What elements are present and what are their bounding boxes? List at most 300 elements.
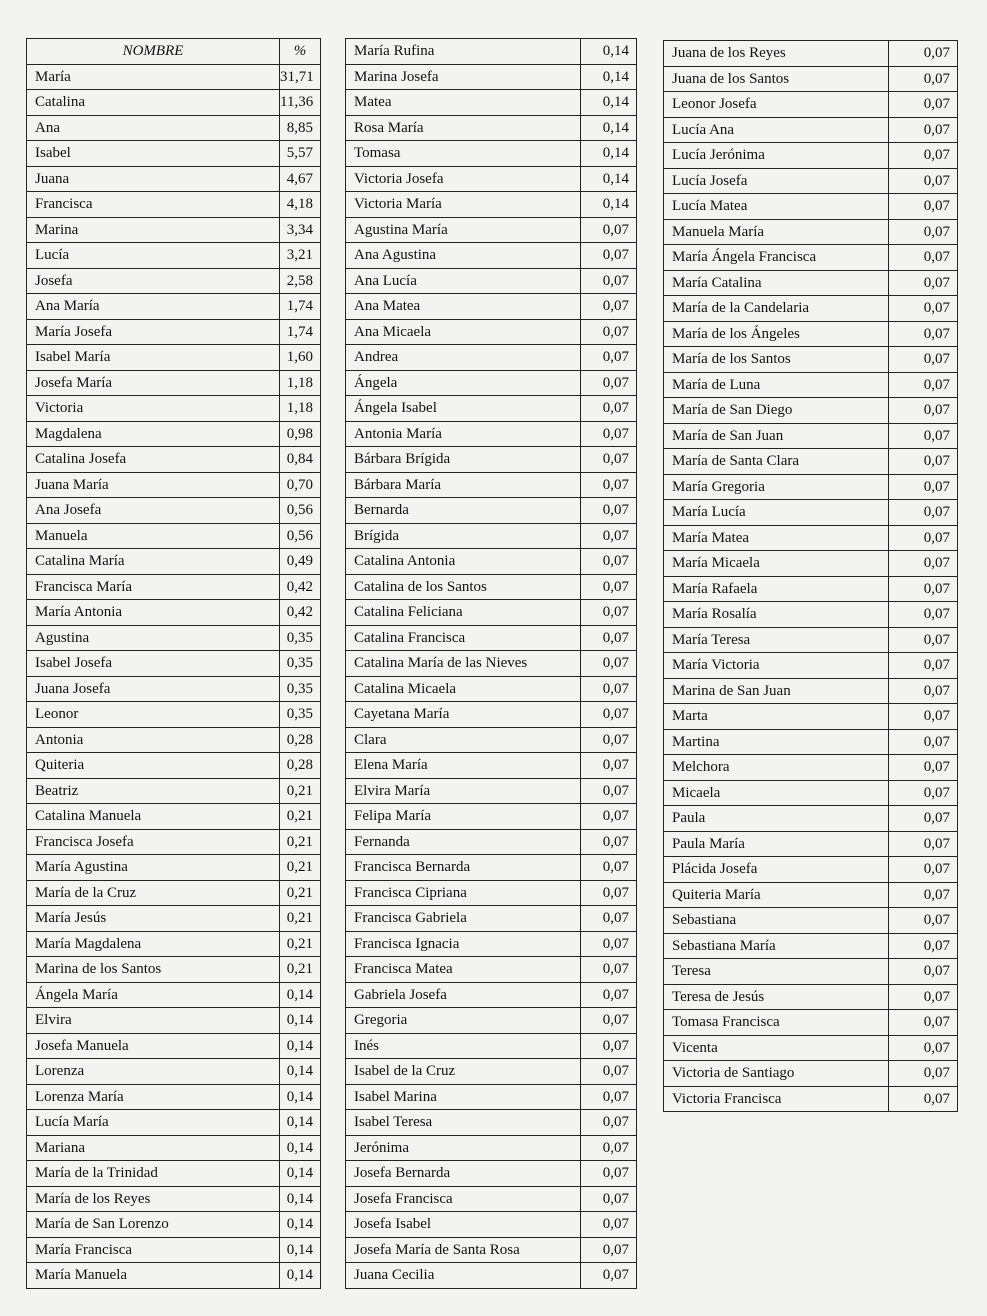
percent-cell: 0,07 bbox=[889, 678, 958, 704]
name-cell: María Micaela bbox=[664, 551, 889, 577]
table-row bbox=[27, 906, 321, 932]
table-row bbox=[664, 806, 958, 832]
percent-cell: 0,07 bbox=[889, 245, 958, 271]
table-row bbox=[27, 370, 321, 396]
percent-cell: 0,21 bbox=[280, 855, 321, 881]
name-cell: Ana Agustina bbox=[346, 243, 581, 269]
name-cell: Sebastiana bbox=[664, 908, 889, 934]
table-row bbox=[27, 396, 321, 422]
percent-cell: 0,07 bbox=[581, 217, 637, 243]
percent-cell: 0,14 bbox=[581, 192, 637, 218]
name-cell: María Teresa bbox=[664, 627, 889, 653]
name-cell: Brígida bbox=[346, 523, 581, 549]
table-row bbox=[346, 931, 637, 957]
percent-cell: 0,07 bbox=[889, 806, 958, 832]
percent-cell: 0,14 bbox=[581, 166, 637, 192]
percent-cell: 0,42 bbox=[280, 600, 321, 626]
percent-cell: 0,14 bbox=[280, 1186, 321, 1212]
name-cell: Marta bbox=[664, 704, 889, 730]
name-cell: Bárbara Brígida bbox=[346, 447, 581, 473]
table-row bbox=[664, 41, 958, 67]
table-row bbox=[27, 243, 321, 269]
percent-cell: 0,14 bbox=[280, 1237, 321, 1263]
table-row bbox=[664, 755, 958, 781]
name-cell: María Manuela bbox=[27, 1263, 280, 1289]
name-cell: Ángela bbox=[346, 370, 581, 396]
name-cell: Rosa María bbox=[346, 115, 581, 141]
table-row bbox=[27, 90, 321, 116]
table-row bbox=[27, 1237, 321, 1263]
table-row bbox=[27, 498, 321, 524]
name-cell: Francisca bbox=[27, 192, 280, 218]
percent-cell: 0,07 bbox=[581, 702, 637, 728]
table-row bbox=[664, 1035, 958, 1061]
name-cell: María Magdalena bbox=[27, 931, 280, 957]
name-cell: María Agustina bbox=[27, 855, 280, 881]
name-cell: Josefa bbox=[27, 268, 280, 294]
name-cell: Plácida Josefa bbox=[664, 857, 889, 883]
table-row bbox=[346, 804, 637, 830]
name-cell: María de San Diego bbox=[664, 398, 889, 424]
percent-cell: 0,07 bbox=[889, 117, 958, 143]
name-cell: Leonor bbox=[27, 702, 280, 728]
name-cell: María Antonia bbox=[27, 600, 280, 626]
percent-cell: 0,35 bbox=[280, 625, 321, 651]
table-row bbox=[664, 449, 958, 475]
name-cell: Juana Josefa bbox=[27, 676, 280, 702]
table-row bbox=[346, 906, 637, 932]
table-row bbox=[27, 1135, 321, 1161]
percent-cell: 0,14 bbox=[280, 1135, 321, 1161]
name-cell: María Lucía bbox=[664, 500, 889, 526]
table-row bbox=[664, 398, 958, 424]
table-row bbox=[27, 1059, 321, 1085]
name-cell: Paula María bbox=[664, 831, 889, 857]
name-cell: Beatriz bbox=[27, 778, 280, 804]
name-cell: Lorenza bbox=[27, 1059, 280, 1085]
table-row bbox=[664, 704, 958, 730]
table-row bbox=[27, 1186, 321, 1212]
percent-cell: 0,07 bbox=[581, 319, 637, 345]
percent-cell: 0,14 bbox=[280, 1033, 321, 1059]
percent-cell: 0,14 bbox=[280, 1059, 321, 1085]
percent-cell: 0,07 bbox=[581, 523, 637, 549]
name-cell: Marina Josefa bbox=[346, 64, 581, 90]
name-cell: María Matea bbox=[664, 525, 889, 551]
table-row bbox=[27, 727, 321, 753]
name-cell: Marina de los Santos bbox=[27, 957, 280, 983]
table-row bbox=[27, 753, 321, 779]
name-cell: Lucía María bbox=[27, 1110, 280, 1136]
table-row bbox=[27, 676, 321, 702]
table-row bbox=[346, 115, 637, 141]
name-cell: Ana bbox=[27, 115, 280, 141]
table-row bbox=[27, 880, 321, 906]
name-cell: Francisca Ignacia bbox=[346, 931, 581, 957]
table-row bbox=[346, 1212, 637, 1238]
name-cell: Josefa Isabel bbox=[346, 1212, 581, 1238]
percent-cell: 0,07 bbox=[581, 421, 637, 447]
name-cell: Leonor Josefa bbox=[664, 92, 889, 118]
table-row bbox=[664, 882, 958, 908]
table-row bbox=[27, 600, 321, 626]
name-cell: María Francisca bbox=[27, 1237, 280, 1263]
table-row bbox=[27, 115, 321, 141]
name-cell: Clara bbox=[346, 727, 581, 753]
percent-cell: 0,07 bbox=[889, 1061, 958, 1087]
percent-cell: 4,18 bbox=[280, 192, 321, 218]
percent-cell: 0,07 bbox=[889, 1010, 958, 1036]
table-row bbox=[664, 423, 958, 449]
percent-cell: 1,18 bbox=[280, 396, 321, 422]
table-row bbox=[346, 880, 637, 906]
percent-cell: 0,14 bbox=[581, 64, 637, 90]
percent-cell: 0,07 bbox=[581, 243, 637, 269]
table-row bbox=[346, 727, 637, 753]
name-cell: María Rufina bbox=[346, 39, 581, 65]
percent-cell: 0,07 bbox=[581, 1263, 637, 1289]
name-cell: María Ángela Francisca bbox=[664, 245, 889, 271]
name-cell: Victoria de Santiago bbox=[664, 1061, 889, 1087]
name-cell: Ana Matea bbox=[346, 294, 581, 320]
name-cell: María Catalina bbox=[664, 270, 889, 296]
table-row bbox=[346, 753, 637, 779]
name-cell: Ángela María bbox=[27, 982, 280, 1008]
name-cell: Elvira María bbox=[346, 778, 581, 804]
percent-cell: 0,07 bbox=[889, 347, 958, 373]
percent-cell: 1,74 bbox=[280, 319, 321, 345]
percent-cell: 0,07 bbox=[889, 882, 958, 908]
table-row bbox=[27, 1033, 321, 1059]
percent-cell: 0,98 bbox=[280, 421, 321, 447]
percent-cell: 0,14 bbox=[280, 1110, 321, 1136]
name-cell: Isabel Teresa bbox=[346, 1110, 581, 1136]
percent-cell: 0,14 bbox=[280, 1263, 321, 1289]
table-row bbox=[346, 702, 637, 728]
table-row bbox=[346, 64, 637, 90]
table-row bbox=[346, 1084, 637, 1110]
name-cell: Isabel María bbox=[27, 345, 280, 371]
name-cell: Catalina María de las Nieves bbox=[346, 651, 581, 677]
percent-cell: 0,07 bbox=[581, 1110, 637, 1136]
percent-cell: 0,07 bbox=[889, 653, 958, 679]
name-cell: Juana Cecilia bbox=[346, 1263, 581, 1289]
table-row bbox=[664, 296, 958, 322]
percent-cell: 0,07 bbox=[581, 778, 637, 804]
percent-cell: 0,14 bbox=[581, 90, 637, 116]
name-cell: Bernarda bbox=[346, 498, 581, 524]
percent-cell: 0,07 bbox=[581, 268, 637, 294]
name-cell: Magdalena bbox=[27, 421, 280, 447]
percent-cell: 0,14 bbox=[280, 1212, 321, 1238]
percent-cell: 3,21 bbox=[280, 243, 321, 269]
percent-cell: 0,21 bbox=[280, 880, 321, 906]
percent-cell: 0,28 bbox=[280, 753, 321, 779]
percent-cell: 0,07 bbox=[889, 959, 958, 985]
name-cell: Melchora bbox=[664, 755, 889, 781]
name-cell: Catalina bbox=[27, 90, 280, 116]
name-cell: Agustina María bbox=[346, 217, 581, 243]
name-cell: María Gregoria bbox=[664, 474, 889, 500]
name-cell: María de la Trinidad bbox=[27, 1161, 280, 1187]
name-cell: Ángela Isabel bbox=[346, 396, 581, 422]
table-row bbox=[346, 600, 637, 626]
percent-cell: 0,07 bbox=[889, 984, 958, 1010]
table-row bbox=[346, 957, 637, 983]
percent-cell: 0,07 bbox=[581, 906, 637, 932]
table-row bbox=[346, 90, 637, 116]
table-row bbox=[346, 855, 637, 881]
percent-cell: 1,60 bbox=[280, 345, 321, 371]
name-cell: Lucía bbox=[27, 243, 280, 269]
name-cell: Ana Josefa bbox=[27, 498, 280, 524]
name-cell: María Rosalía bbox=[664, 602, 889, 628]
name-cell: María de los Santos bbox=[664, 347, 889, 373]
table-row bbox=[664, 959, 958, 985]
name-cell: Ana María bbox=[27, 294, 280, 320]
names-table-column-2 bbox=[345, 38, 637, 1289]
name-cell: Antonia bbox=[27, 727, 280, 753]
name-cell: María Rafaela bbox=[664, 576, 889, 602]
percent-cell: 0,14 bbox=[280, 1161, 321, 1187]
name-cell: María de los Ángeles bbox=[664, 321, 889, 347]
table-row bbox=[346, 549, 637, 575]
name-cell: Ana Lucía bbox=[346, 268, 581, 294]
table-row bbox=[27, 1263, 321, 1289]
name-cell: Inés bbox=[346, 1033, 581, 1059]
percent-cell: 0,07 bbox=[889, 321, 958, 347]
table-row bbox=[27, 1212, 321, 1238]
name-cell: Andrea bbox=[346, 345, 581, 371]
table-row bbox=[346, 778, 637, 804]
percent-cell: 0,70 bbox=[280, 472, 321, 498]
percent-cell: 0,07 bbox=[889, 780, 958, 806]
percent-cell: 0,07 bbox=[889, 423, 958, 449]
name-cell: Antonia María bbox=[346, 421, 581, 447]
name-cell: María bbox=[27, 64, 280, 90]
percent-cell: 0,21 bbox=[280, 829, 321, 855]
name-cell: Gregoria bbox=[346, 1008, 581, 1034]
table-row bbox=[664, 627, 958, 653]
percent-cell: 1,18 bbox=[280, 370, 321, 396]
name-cell: Elvira bbox=[27, 1008, 280, 1034]
name-cell: María de la Cruz bbox=[27, 880, 280, 906]
table-row bbox=[27, 574, 321, 600]
table-row bbox=[346, 141, 637, 167]
percent-cell: 0,35 bbox=[280, 676, 321, 702]
table-row bbox=[664, 576, 958, 602]
percent-cell: 0,07 bbox=[581, 345, 637, 371]
percent-cell: 0,07 bbox=[889, 398, 958, 424]
name-cell: Lucía Josefa bbox=[664, 168, 889, 194]
table-row bbox=[664, 551, 958, 577]
name-cell: María Jesús bbox=[27, 906, 280, 932]
table-row bbox=[664, 1061, 958, 1087]
table-header-row bbox=[27, 39, 321, 65]
table-row bbox=[346, 268, 637, 294]
percent-cell: 0,07 bbox=[581, 1237, 637, 1263]
percent-cell: 0,21 bbox=[280, 804, 321, 830]
table-row bbox=[27, 447, 321, 473]
name-cell: Catalina Antonia bbox=[346, 549, 581, 575]
table-row bbox=[664, 780, 958, 806]
percent-cell: 0,56 bbox=[280, 523, 321, 549]
table-row bbox=[664, 525, 958, 551]
percent-cell: 31,71 bbox=[280, 64, 321, 90]
table-row bbox=[664, 194, 958, 220]
table-row bbox=[346, 472, 637, 498]
percent-cell: 3,34 bbox=[280, 217, 321, 243]
percent-cell: 0,07 bbox=[581, 370, 637, 396]
percent-cell: 0,07 bbox=[581, 294, 637, 320]
percent-cell: 0,07 bbox=[889, 908, 958, 934]
name-cell: Tomasa bbox=[346, 141, 581, 167]
table-row bbox=[27, 804, 321, 830]
percent-cell: 0,07 bbox=[889, 1086, 958, 1112]
percent-cell: 0,07 bbox=[889, 729, 958, 755]
table-row bbox=[27, 957, 321, 983]
table-row bbox=[346, 1008, 637, 1034]
names-table-column-1 bbox=[26, 38, 321, 1289]
name-cell: Catalina Feliciana bbox=[346, 600, 581, 626]
table-row bbox=[664, 321, 958, 347]
table-row bbox=[27, 523, 321, 549]
name-cell: Manuela bbox=[27, 523, 280, 549]
percent-cell: 0,56 bbox=[280, 498, 321, 524]
name-cell: Marina bbox=[27, 217, 280, 243]
percent-cell: 0,14 bbox=[581, 141, 637, 167]
percent-cell: 0,07 bbox=[889, 219, 958, 245]
name-cell: Catalina María bbox=[27, 549, 280, 575]
percent-cell: 0,07 bbox=[889, 92, 958, 118]
table-row bbox=[27, 855, 321, 881]
table-row bbox=[346, 396, 637, 422]
table-row bbox=[664, 143, 958, 169]
percent-cell: 0,21 bbox=[280, 778, 321, 804]
table-row bbox=[664, 474, 958, 500]
table-row bbox=[27, 1161, 321, 1187]
percent-cell: 5,57 bbox=[280, 141, 321, 167]
percent-cell: 0,07 bbox=[581, 1008, 637, 1034]
name-cell: Ana Micaela bbox=[346, 319, 581, 345]
name-cell: Francisca Cipriana bbox=[346, 880, 581, 906]
percent-cell: 0,07 bbox=[581, 1212, 637, 1238]
table-row bbox=[346, 1059, 637, 1085]
table-row bbox=[664, 347, 958, 373]
name-cell: María de San Lorenzo bbox=[27, 1212, 280, 1238]
table-row bbox=[346, 523, 637, 549]
table-row bbox=[27, 702, 321, 728]
name-cell: Juana de los Santos bbox=[664, 66, 889, 92]
table-row bbox=[346, 421, 637, 447]
name-cell: Lucía Ana bbox=[664, 117, 889, 143]
table-row bbox=[346, 294, 637, 320]
percent-cell: 0,84 bbox=[280, 447, 321, 473]
table-row bbox=[664, 168, 958, 194]
percent-cell: 0,14 bbox=[280, 1084, 321, 1110]
table-row bbox=[27, 931, 321, 957]
percent-cell: 0,07 bbox=[889, 168, 958, 194]
name-cell: Quiteria María bbox=[664, 882, 889, 908]
name-cell: Manuela María bbox=[664, 219, 889, 245]
table-row bbox=[664, 245, 958, 271]
name-cell: Isabel bbox=[27, 141, 280, 167]
percent-cell: 0,07 bbox=[581, 727, 637, 753]
name-cell: Juana María bbox=[27, 472, 280, 498]
percent-cell: 0,07 bbox=[889, 372, 958, 398]
table-row bbox=[664, 602, 958, 628]
percent-cell: 0,07 bbox=[581, 1033, 637, 1059]
percent-cell: 0,07 bbox=[889, 296, 958, 322]
name-cell: Josefa María bbox=[27, 370, 280, 396]
table-row bbox=[27, 1084, 321, 1110]
percent-cell: 0,07 bbox=[581, 676, 637, 702]
name-cell: Lucía Matea bbox=[664, 194, 889, 220]
name-cell: Teresa de Jesús bbox=[664, 984, 889, 1010]
percent-cell: 0,07 bbox=[581, 625, 637, 651]
percent-cell: 0,35 bbox=[280, 651, 321, 677]
table-row bbox=[346, 370, 637, 396]
percent-cell: 0,07 bbox=[581, 931, 637, 957]
percent-cell: 0,07 bbox=[889, 933, 958, 959]
table-row bbox=[346, 651, 637, 677]
percent-cell: 0,42 bbox=[280, 574, 321, 600]
percent-cell: 0,07 bbox=[581, 829, 637, 855]
percent-cell: 0,07 bbox=[581, 1186, 637, 1212]
table-row bbox=[346, 1161, 637, 1187]
table-row bbox=[664, 933, 958, 959]
percent-cell: 0,07 bbox=[889, 143, 958, 169]
table-row bbox=[346, 1135, 637, 1161]
table-row bbox=[27, 1110, 321, 1136]
percent-cell: 0,07 bbox=[889, 602, 958, 628]
table-row bbox=[346, 166, 637, 192]
name-cell: Matea bbox=[346, 90, 581, 116]
table-row bbox=[346, 243, 637, 269]
table-row bbox=[346, 345, 637, 371]
table-row bbox=[27, 268, 321, 294]
table-row bbox=[27, 319, 321, 345]
percent-cell: 0,07 bbox=[889, 270, 958, 296]
table-row bbox=[664, 653, 958, 679]
name-cell: Josefa Bernarda bbox=[346, 1161, 581, 1187]
percent-cell: 0,28 bbox=[280, 727, 321, 753]
percent-cell: 0,07 bbox=[889, 525, 958, 551]
name-cell: María Josefa bbox=[27, 319, 280, 345]
name-cell: Catalina de los Santos bbox=[346, 574, 581, 600]
percent-cell: 0,07 bbox=[889, 831, 958, 857]
name-cell: Catalina Micaela bbox=[346, 676, 581, 702]
percent-cell: 0,07 bbox=[889, 551, 958, 577]
table-row bbox=[346, 447, 637, 473]
percent-cell: 0,14 bbox=[280, 982, 321, 1008]
table-row bbox=[346, 319, 637, 345]
table-row bbox=[27, 778, 321, 804]
percent-cell: 0,07 bbox=[581, 855, 637, 881]
table-row bbox=[346, 498, 637, 524]
table-row bbox=[346, 829, 637, 855]
percent-cell: 2,58 bbox=[280, 268, 321, 294]
name-cell: Agustina bbox=[27, 625, 280, 651]
percent-cell: 0,21 bbox=[280, 931, 321, 957]
table-row bbox=[664, 66, 958, 92]
name-cell: Lucía Jerónima bbox=[664, 143, 889, 169]
percent-cell: 0,07 bbox=[889, 474, 958, 500]
table-row bbox=[346, 217, 637, 243]
name-cell: Victoria Josefa bbox=[346, 166, 581, 192]
percent-cell: 0,07 bbox=[581, 1084, 637, 1110]
percent-cell: 0,07 bbox=[581, 600, 637, 626]
